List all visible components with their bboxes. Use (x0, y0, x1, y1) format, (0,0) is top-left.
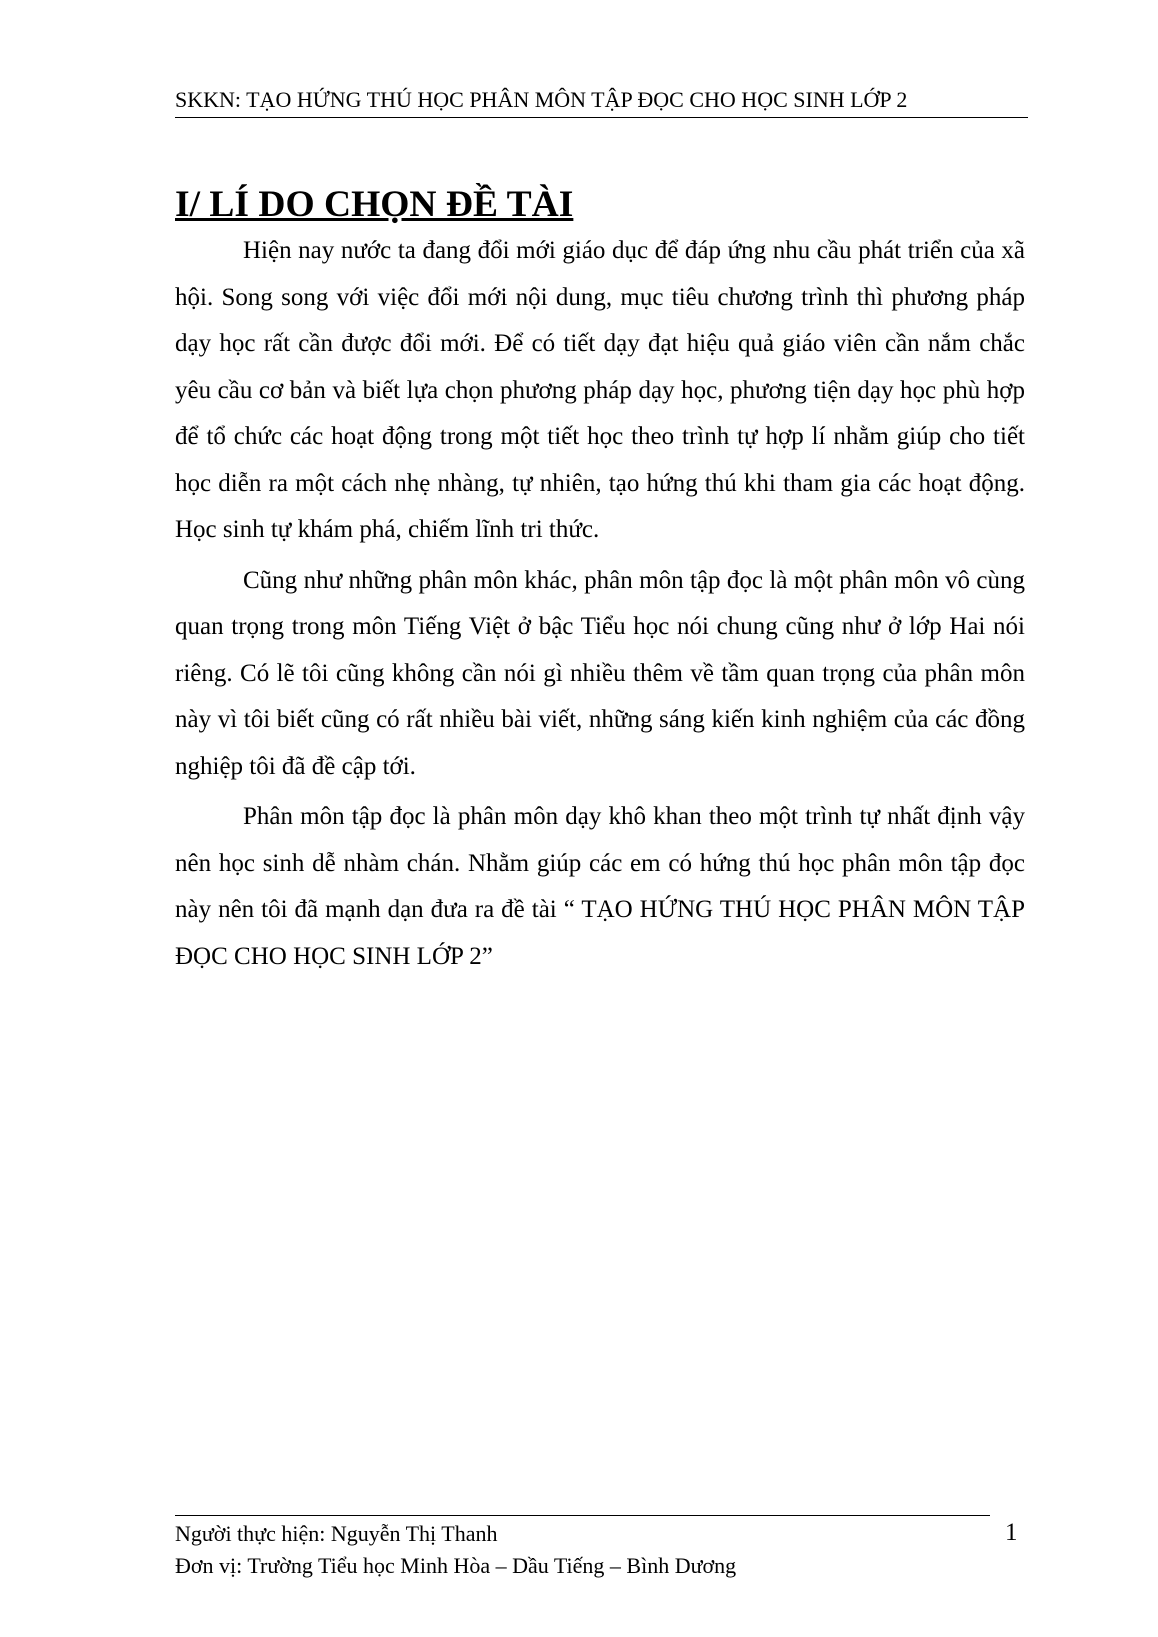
paragraph-2: Cũng như những phân môn khác, phân môn tập đọc là một phân môn vô cùng quan trọng trong môn Tiếng Việt ở bậc Tiểu học nói chung cũng như ở lớp Hai nói riêng. Có lẽ tôi cũng không cần nói gì nhiều thêm về tầm quan trọng của phân môn này vì tôi biết cũng có rất nhiều bài viết, những sáng kiến kinh nghiệm của các đồng nghiệp tôi đã đề cập tới. (175, 566, 1025, 780)
section-heading: I/ LÍ DO CHỌN ĐỀ TÀI (175, 184, 574, 225)
header-divider (175, 117, 1028, 118)
paragraph-1: Hiện nay nước ta đang đổi mới giáo dục để đáp ứng nhu cầu phát triển của xã hội. Song song với việc đổi mới nội dung, mục tiêu chương trình thì phương pháp dạy học rất cần được đổi mới. Để có tiết dạy đạt hiệu quả giáo viên cần nắm chắc yêu cầu cơ bản và biết lựa chọn phương pháp dạy học, phương tiện dạy học phù hợp để tổ chức các hoạt động trong một tiết học theo trình tự hợp lí nhằm giúp cho tiết học diễn ra một cách nhẹ nhàng, tự nhiên, tạo hứng thú khi tham gia các hoạt động. Học sinh tự khám phá, chiếm lĩnh tri thức. (175, 237, 1025, 543)
footer-unit: Đơn vị: Trường Tiểu học Minh Hòa – Dầu Tiếng – Bình Dương (175, 1553, 737, 1578)
page-number: 1 (1005, 1519, 1018, 1546)
footer-divider (175, 1515, 990, 1516)
document-body (175, 182, 1025, 984)
paragraph-3: Phân môn tập đọc là phân môn dạy khô khan theo một trình tự nhất định vậy nên học sinh dễ nhàm chán. Nhằm giúp các em có hứng thú học phân môn tập đọc này nên tôi đã mạnh dạn đưa ra đề tài “ TẠO HỨNG THÚ HỌC PHÂN MÔN TẬP ĐỌC CHO HỌC SINH LỚP 2” (175, 803, 1025, 970)
footer-author: Người thực hiện: Nguyễn Thị Thanh (175, 1521, 498, 1546)
running-header: SKKN: TẠO HỨNG THÚ HỌC PHÂN MÔN TẬP ĐỌC CHO HỌC SINH LỚP 2 (175, 87, 908, 112)
